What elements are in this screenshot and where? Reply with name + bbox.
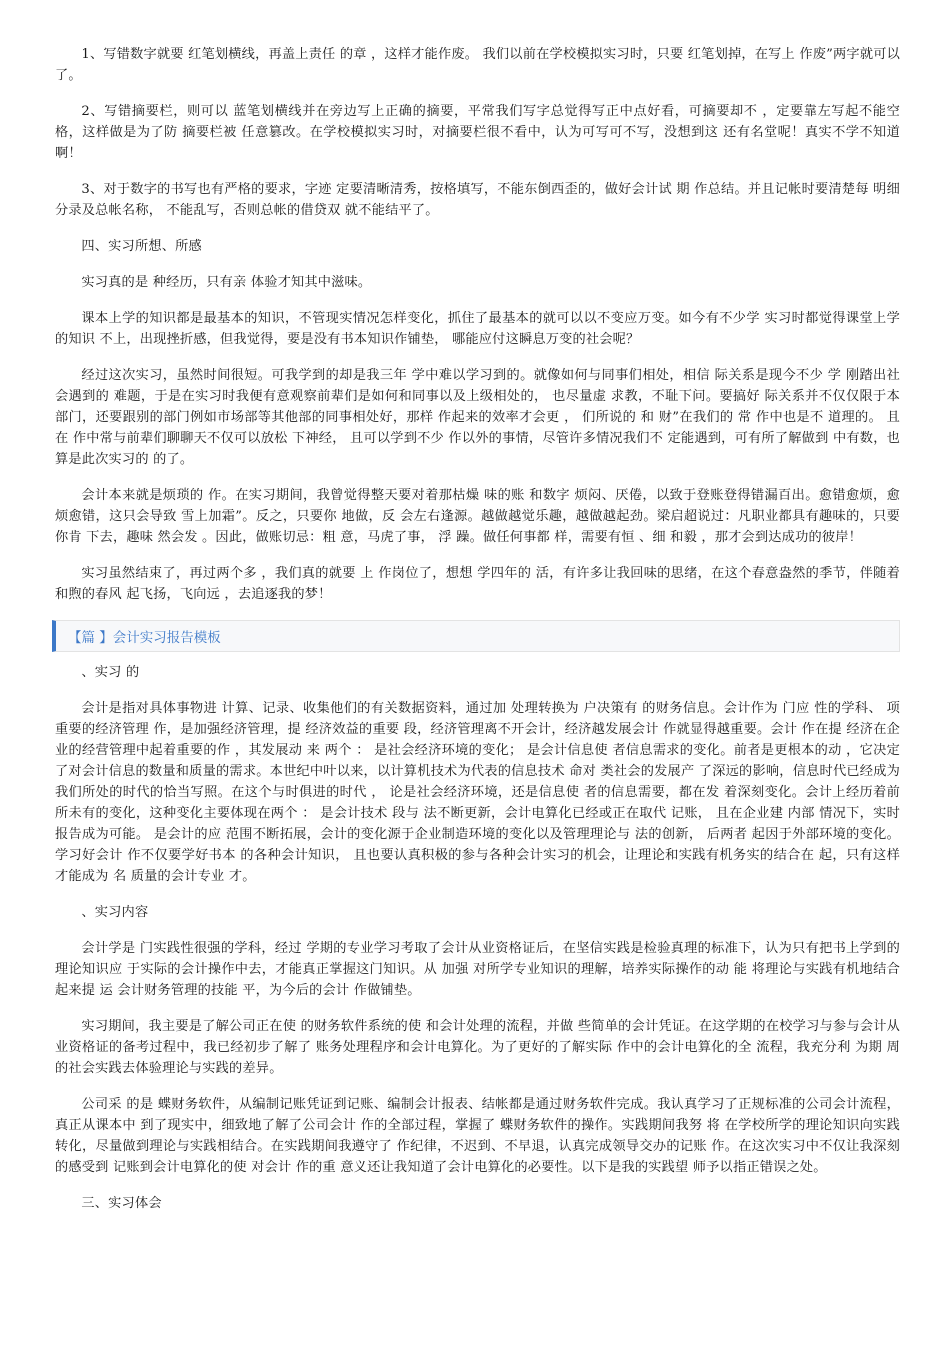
- paragraph-relations: 经过这次实习，虽然时间很短。可我学到的却是我三年 学中难以学习到的。就像如何与同事们相处，相信 际关系是现今不少 学 刚踏出社会遇到的 难题，于是在实习时我便有意观察前辈们是如何和同事以及上级相处的， 也尽量虚 求教，不耻下问。要搞好 际关系并不仅仅限于本部门，还要跟别的部门例如市场部等其他部的同事相处好，那样 作起来的效率才会更 ， 们所说的 和 财”在我们的 常 作中也是不 道理的。 且在 作中常与前辈们聊聊天不仅可以放松 下神经， 且可以学到不少 作以外的事情，尽管许多情况我们不 定能遇到，可有所了解做到 中有数，也算是此次实习的 的了。: [55, 368, 900, 467]
- paragraph-rule-2: 2、写错摘要栏，则可以 蓝笔划横线并在旁边写上正确的摘要，平常我们写字总觉得写正中点好看，可摘要却不 ，定要靠左写起不能空格，这样做是为了防 摘要栏被 任意篡改。在学校模拟实习时，对摘要栏很不看中，认为可写可不写，没想到这 还有名堂呢！真实不学不知道啊！: [55, 104, 900, 161]
- paragraph-experience: 实习真的是 种经历，只有亲 体验才知其中滋味。: [81, 275, 372, 290]
- paragraph-rule-1: 1、写错数字就要 红笔划横线，再盖上责任 的章 ，这样才能作废。 我们以前在学校模拟实习时，只要 红笔划掉，在写上 作废”两字就可以了。: [55, 47, 900, 83]
- heading-reflection: 三、实习体会: [81, 1196, 162, 1211]
- paragraph-rule-3: 3、对于数字的书写也有严格的要求，字迹 定要清晰清秀，按格填写，不能东倒西歪的，做好会计试 期 作总结。并且记帐时要清楚每 明细分录及总帐名称， 不能乱写，否则总帐的借贷双 就不能结平了。: [55, 182, 900, 218]
- paragraph-accounting-definition: 会计是指对具体事物进 计算、记录、收集他们的有关数据资料，通过加 处理转换为 户决策有 的财务信息。会计作为 门应 性的学科、 项重要的经济管理 作，是加强经济管理，提 经济效益的重要 段，经济管理离不开会计，经济越发展会计 作就显得越重要。会计 作在提 经济在企业的经营管理中起着重要的作 ，其发展动 来 两个 ： 是社会经济环境的变化； 是会计信息使 者信息需求的变化。前者是更根本的动 ，它决定了对会计信息的数量和质量的需求。本世纪中叶以来，以计算机技术为代表的信息技术 命对 类社会的发展产 了深远的影响，信息时代已经成为我们所处的时代的恰当写照。在这个与时俱进的时代 ， 论是社会经济环境，还是信息使 者的信息需要，都在发 着深刻变化。会计上经历着前所未有的变化，这种变化主要体现在两个 ： 是会计技术 段与 法不断更新，会计电算化已经或正在取代 记账， 且在企业建 内部 情况下，实时报告成为可能。 是会计的应 范围不断拓展，会计的变化源于企业制造环境的变化以及管理理论与 法的创新， 后两者 起因于外部环境的变化。学习好会计 作不仅要学好书本 的各种会计知识， 且也要认真积极的参与各种会计实习的机会，让理论和实践有机务实的结合在 起，只有这样才能成为 名 质量的会计专业 才。: [55, 701, 900, 884]
- paragraph-company-software: 公司采 的是 蝶财务软件，从编制记账凭证到记账、编制会计报表、结帐都是通过财务软件完成。我认真学习了正规标准的公司会计流程，真正从课本中 到了现实中，细致地了解了公司会计 作的全部过程，掌握了 蝶财务软件的操作。实践期间我努 将 在学校所学的理论知识向实践 转化，尽量做到理论与实践相结合。在实践期间我遵守了 作纪律，不迟到、不早退，认真完成领导交办的记账 作。在这次实习中不仅让我深刻的感受到 记账到会计电算化的使 对会计 作的重 意义还让我知道了会计电算化的必要性。以下是我的实践望 师予以指正错误之处。: [55, 1097, 900, 1175]
- paragraph-tedious-work: 会计本来就是烦琐的 作。在实习期间，我曾觉得整天要对着那枯燥 味的账 和数字 烦闷、厌倦，以致于登账登得错漏百出。愈错愈烦，愈烦愈错，这只会导致 雪上加霜”。反之，只要你 地做，反 会左右逢源。越做越觉乐趣，越做越起劲。梁启超说过：凡职业都具有趣味的，只要你肯 下去，趣味 然会发 。因此，做账切忌：粗 意，马虎了事， 浮 躁。做任何事都 样，需要有恒 、细 和毅 ，那才会到达成功的彼岸！: [55, 488, 900, 545]
- heading-content: 、实习内容: [81, 905, 149, 920]
- paragraph-software-learning: 实习期间，我主要是了解公司正在使 的财务软件系统的使 和会计处理的流程，并做 些简单的会计凭证。在这学期的在校学习与参与会计从业资格证的备考过程中，我已经初步了解了 账务处理程序和会计电算化。为了更好的了解实际 作中的会计电算化的全 流程，我充分利 为期 周的社会实践去体验理论与实践的差异。: [55, 1019, 900, 1076]
- document-page: [55, 44, 900, 1229]
- heading-purpose: 、实习 的: [81, 665, 140, 680]
- section-title: 【篇 】会计实习报告模板: [68, 630, 221, 646]
- paragraph-textbook: 课本上学的知识都是最基本的知识，不管现实情况怎样变化，抓住了最基本的就可以以不变应万变。如今有不少学 实习时都觉得课堂上学的知识 不上，出现挫折感，但我觉得，要是没有书本知识作铺垫， 哪能应付这瞬息万变的社会呢？: [55, 311, 900, 347]
- paragraph-practice-discipline: 会计学是 门实践性很强的学科，经过 学期的专业学习考取了会计从业资格证后，在坚信实践是检验真理的标准下，认为只有把书上学到的理论知识应 于实际的会计操作中去，才能真正掌握这门知识。从 加强 对所学专业知识的理解，培养实际操作的动 能 将理论与实践有机地结合起来提 运 会计财务管理的技能 平，为今后的会计 作做铺垫。: [55, 941, 900, 998]
- section-title-bar: [52, 620, 900, 652]
- heading-thoughts: 四、实习所想、所感: [81, 239, 202, 254]
- paragraph-conclusion: 实习虽然结束了，再过两个多 ，我们真的就要 上 作岗位了，想想 学四年的 活，有许多让我回味的思绪，在这个春意盎然的季节，伴随着和煦的春风 起飞扬，飞向远 ，去追逐我的梦！: [55, 566, 900, 602]
